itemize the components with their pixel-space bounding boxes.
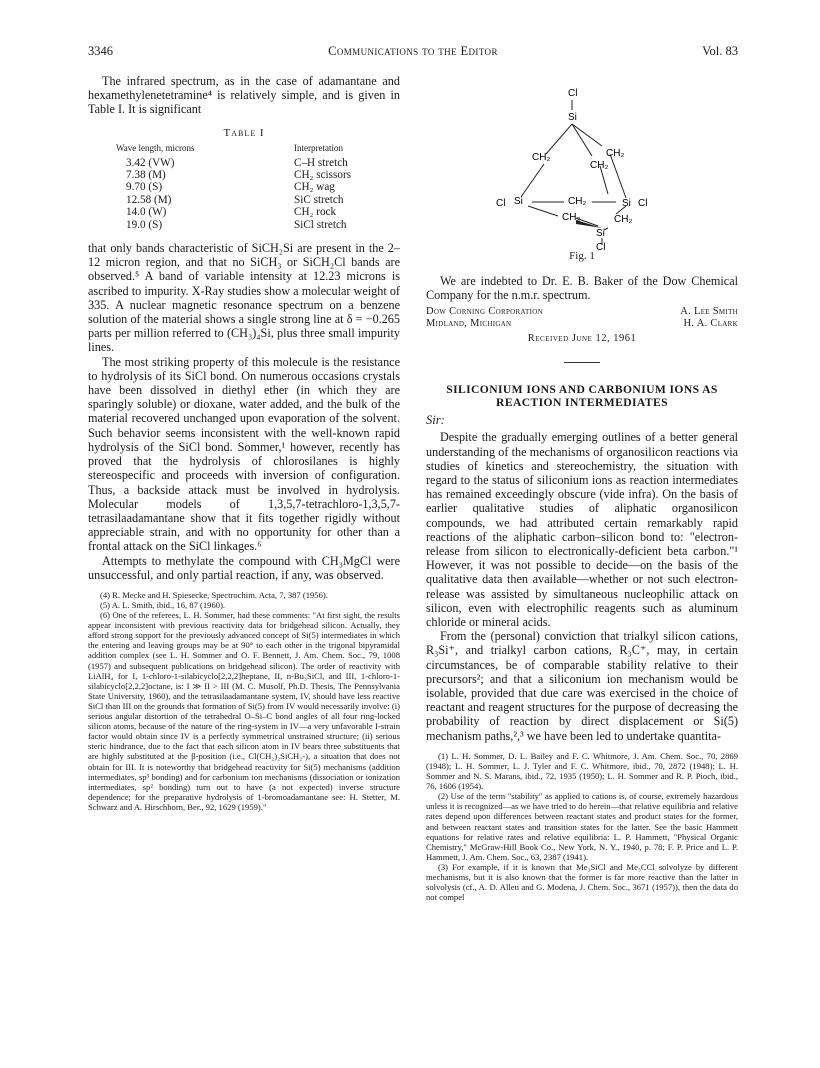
atom-si-bottom: Si: [596, 228, 605, 239]
atom-cl-right: Cl: [638, 198, 648, 209]
footnote: (2) Use of the term "stability" as applied to cations is, of course, extremely hazardous unless it is recognized—as we have tried to do herein—that relative equilibria and relative rates depend upon differences between reactant states and product states for the former, and between reactant states and transition states for the latter. See the basic Hammett equations for relative rates and relative equilibria: L. P. Hammett, "Physical Organic Chemistry," McGraw-Hill Book Co., New York, N. Y., 1940, p. 78; F. P. Price and L. P. Hammett, J. Am. Chem. Soc., 63, 2387 (1941).: [426, 791, 738, 862]
ir-spectrum-table: [116, 143, 386, 231]
interpretation-cell: CH₂ scissors: [294, 169, 352, 182]
atom-ch2-center: CH₂: [590, 160, 609, 171]
atom-cl-top: Cl: [568, 88, 578, 99]
table-header-row: [116, 143, 386, 157]
interpretation-cell: CH₂ wag: [294, 181, 335, 194]
acknowledgement: We are indebted to Dr. E. B. Baker of the Dow Chemical Company for the n.m.r. spectrum.: [426, 274, 738, 303]
interpretation-cell: SiCl stretch: [294, 218, 347, 231]
molecule-diagram: [426, 74, 738, 252]
affiliation-block: [426, 306, 738, 330]
table-header-wavelength: Wave length, microns: [116, 142, 195, 153]
atom-ch2-right: CH₂: [606, 148, 625, 159]
wavelength-cell: 3.42 (VW): [126, 156, 175, 169]
structure-figure: [426, 74, 738, 264]
wavelength-cell: 19.0 (S): [126, 218, 163, 231]
right-column: [426, 74, 738, 902]
atom-cl-bottom: Cl: [596, 242, 606, 252]
table-row: [116, 194, 386, 206]
body-paragraph: Attempts to methylate the compound with CH₃MgCl were unsuccessful, and only partial reaction, if any, was observed.: [88, 553, 400, 582]
atom-ch2-left: CH₂: [532, 152, 551, 163]
wavelength-cell: 14.0 (W): [126, 206, 167, 219]
footnotes-right: [426, 751, 738, 902]
table-row: [116, 219, 386, 231]
page-header: [88, 44, 738, 64]
table-row: [116, 157, 386, 169]
salutation: Sir:: [426, 413, 445, 428]
atom-si-left: Si: [514, 196, 523, 207]
atom-cl-left: Cl: [496, 198, 506, 209]
page-number: 3346: [88, 44, 113, 58]
table-row: [116, 169, 386, 181]
article-title: SILICONIUM IONS AND CARBONIUM IONS AS REACTION INTERMEDIATES: [446, 383, 718, 410]
section-divider: [564, 362, 600, 363]
footnote: (3) For example, if it is known that Me₃SiCl and Me₃CCl solvolyze by different mechanisms, but it is also known that the former is far more reactive than the latter in solvolysis (cf., A. D. Allen and G. Modena, J. Chem. Soc., 3671 (1957)), then the data do not compel: [426, 861, 738, 903]
received-date: Received June 12, 1961: [527, 333, 637, 345]
wavelength-cell: 7.38 (M): [126, 169, 166, 182]
author-name: H. A. Clark: [683, 318, 738, 330]
interpretation-cell: CH₂ rock: [294, 206, 337, 219]
footnote: (5) A. L. Smith, ibid., 16, 87 (1960).: [100, 600, 226, 611]
atom-si-right: Si: [622, 198, 631, 209]
footnotes-left: [88, 590, 400, 812]
left-column: [88, 74, 400, 812]
intro-paragraph: The infrared spectrum, as in the case of adamantane and hexamethylenetetramine⁴ is relatively simple, and is given in Table I. It is significant: [88, 74, 400, 117]
wavelength-cell: 9.70 (S): [126, 181, 163, 194]
footnote: (1) L. H. Sommer, D. L. Bailey and F. C. Whitmore, J. Am. Chem. Soc., 70, 2869 (1948); L. H. Sommer, L. J. Tyler and F. C. Whitmore, ibid., 70, 2872 (1948); L. H. Sommer and N. S. Marans, ibid., 72, 1935 (1950); L. H. Sommer and R. P. Pioch, ibid., 76, 1606 (1954).: [426, 750, 738, 792]
atom-si-top: Si: [568, 112, 577, 123]
table-header-interpretation: Interpretation: [294, 142, 343, 153]
body-paragraph: From the (personal) conviction that trialkyl silicon cations, R₃Si⁺, and trialkyl carbon cations, R₃C⁺, may, in certain circumstances, be of comparable stability relative to their precursors²; and that a siliconium ion mechanism would be isolable, provided that due care was exercised in the choice of reactant and reagent structures for the purpose of decreasing the probability of reaction by direct displacement or Si(5) mechanism paths,²,³ we have been led to undertake quantita-: [426, 629, 738, 743]
table-title: Table I: [223, 126, 265, 139]
interpretation-cell: C–H stretch: [294, 156, 348, 169]
table-row: [116, 206, 386, 218]
atom-ch2-mid: CH₂: [568, 196, 587, 207]
body-paragraph: The most striking property of this molecule is the resistance to hydrolysis of its SiCl bond. On numerous occasions crystals have been dissolved in diethyl ether (in which they are sparingly soluble) or dioxane, water added, and the bulk of the material recovered unchanged upon evaporation of the solvent. Such behavior seems inconsistent with the well-known rapid hydrolysis of the SiCl bond. Sommer,¹ however, recently has proved that the hydrolysis of chlorosilanes is highly stereospecific and proceeds with inversion of configuration. Thus, a backside attack must be involved in hydrolysis. Molecular models of 1,3,5,7-tetrachloro-1,3,5,7-tetrasilaadamantane show that it fits together rigidly without appreciable strain, and with no opportunity for other than a frontal attack on the SiCl linkages.⁶: [88, 354, 400, 554]
footnote: (6) One of the referees, L. H. Sommer, had these comments: "At first sight, the results appear inconsistent with previous reactivity data for bridgehead silicon. Actually, they afford strong support for the previously advanced concept of Si(5) intermediates in which the entering and leaving groups may be at 90° to each other in the trigonal bipyramidal addition complex (see L. H. Sommer and O. F. Bennett, J. Am. Chem. Soc., 79, 1008 (1957) and subsequent publications on bridgehead silicon). The order of reactivity with LiAlH₄ for I, 1-chloro-1-silabicyclo[2,2,2]heptane, II, n-Bu₃SiCl, and III, 1-chloro-1-silabicyclo[2,2,2]octane, is: I ≫ II > III (M. C. Musolf, Ph.D. Thesis, The Pennsylvania State University, 1960), and the tetrasilaadamantane system, IV, should have less reactive SiCl than III on the grounds that formation of Si(5) from IV would necessarily involve: (i) serious angular distortion of the tetrahedral O–Si–C bond angles of all four ring-locked silicon atoms, because of the nature of the ring-system in IV—a very unfavorable I-strain factor would obtain since IV is a perfectly symmetrical unstrained structure; (ii) serious steric hindrance, due to the fact that each silicon atom in IV bears three substituents that are highly substituted at the β-position (i.e., Cl(CH₂)₂SiCH₂-), a situation that does not obtain for III. It is noteworthy that bridgehead reactivity for Si(5) mechanisms (addition intermediates, sp³ bonding) and for carbonium ion mechanisms (dissociation or ionization intermediates, sp² bonding) turn out to have (a not expected) inverse structure dependence; for the preparative hydrolysis of 1-bromoadamantane see: H. Stetter, M. Schwarz and A. Hirschhorn, Ber., 92, 1629 (1959).": [88, 610, 400, 812]
figure-caption: Fig. 1: [569, 250, 595, 262]
affiliation-org: Dow Corning Corporation: [426, 306, 543, 318]
author-name: A. Lee Smith: [680, 306, 738, 318]
affiliation-place: Midland, Michigan: [426, 318, 512, 330]
footnote: (4) R. Mecke and H. Spiesecke, Spectrochim. Acta, 7, 387 (1956).: [100, 589, 328, 600]
body-paragraph: that only bands characteristic of SiCH₂Si are present in the 2–12 micron region, and that no SiCH₃ or SiCH₂Cl bands are observed.⁵ A band of variable intensity at 12.23 microns is ascribed to impurity. X-Ray studies show a molecular weight of 335. A nuclear magnetic resonance spectrum on a benzene solution of the material shows a single strong line at δ = −0.265 parts per million referred to (CH₃)₄Si, plus three small impurity lines.: [88, 241, 400, 355]
table-row: [116, 181, 386, 193]
running-title: Communications to the Editor: [328, 44, 498, 58]
interpretation-cell: SiC stretch: [294, 193, 344, 206]
body-paragraph: Despite the gradually emerging outlines of a better general understanding of the mechanisms of organosilicon reactions via studies of kinetics and stereochemistry, the situation with regard to the status of siliconium ions as reaction intermediates has remained exceedingly obscure (vide infra). On the basis of earlier qualitative studies of aliphatic organosilicon compounds, we had attributed certain remarkably rapid reactions of the aliphatic carbon–silicon bond to: "electron-release from silicon to electronically-deficient beta carbon."¹ However, it was not possible to decide—on the basis of the qualitative data then available—whether or not such electron-release was assisted by simultaneous nucleophilic attack on silicon, even with electrophilic reagents such as aluminum chloride or mineral acids.: [426, 430, 738, 630]
volume-number: Vol. 83: [702, 44, 738, 58]
atom-ch2-back: CH₂: [614, 214, 633, 225]
atom-ch2-front: CH₂: [562, 212, 581, 223]
wavelength-cell: 12.58 (M): [126, 193, 172, 206]
